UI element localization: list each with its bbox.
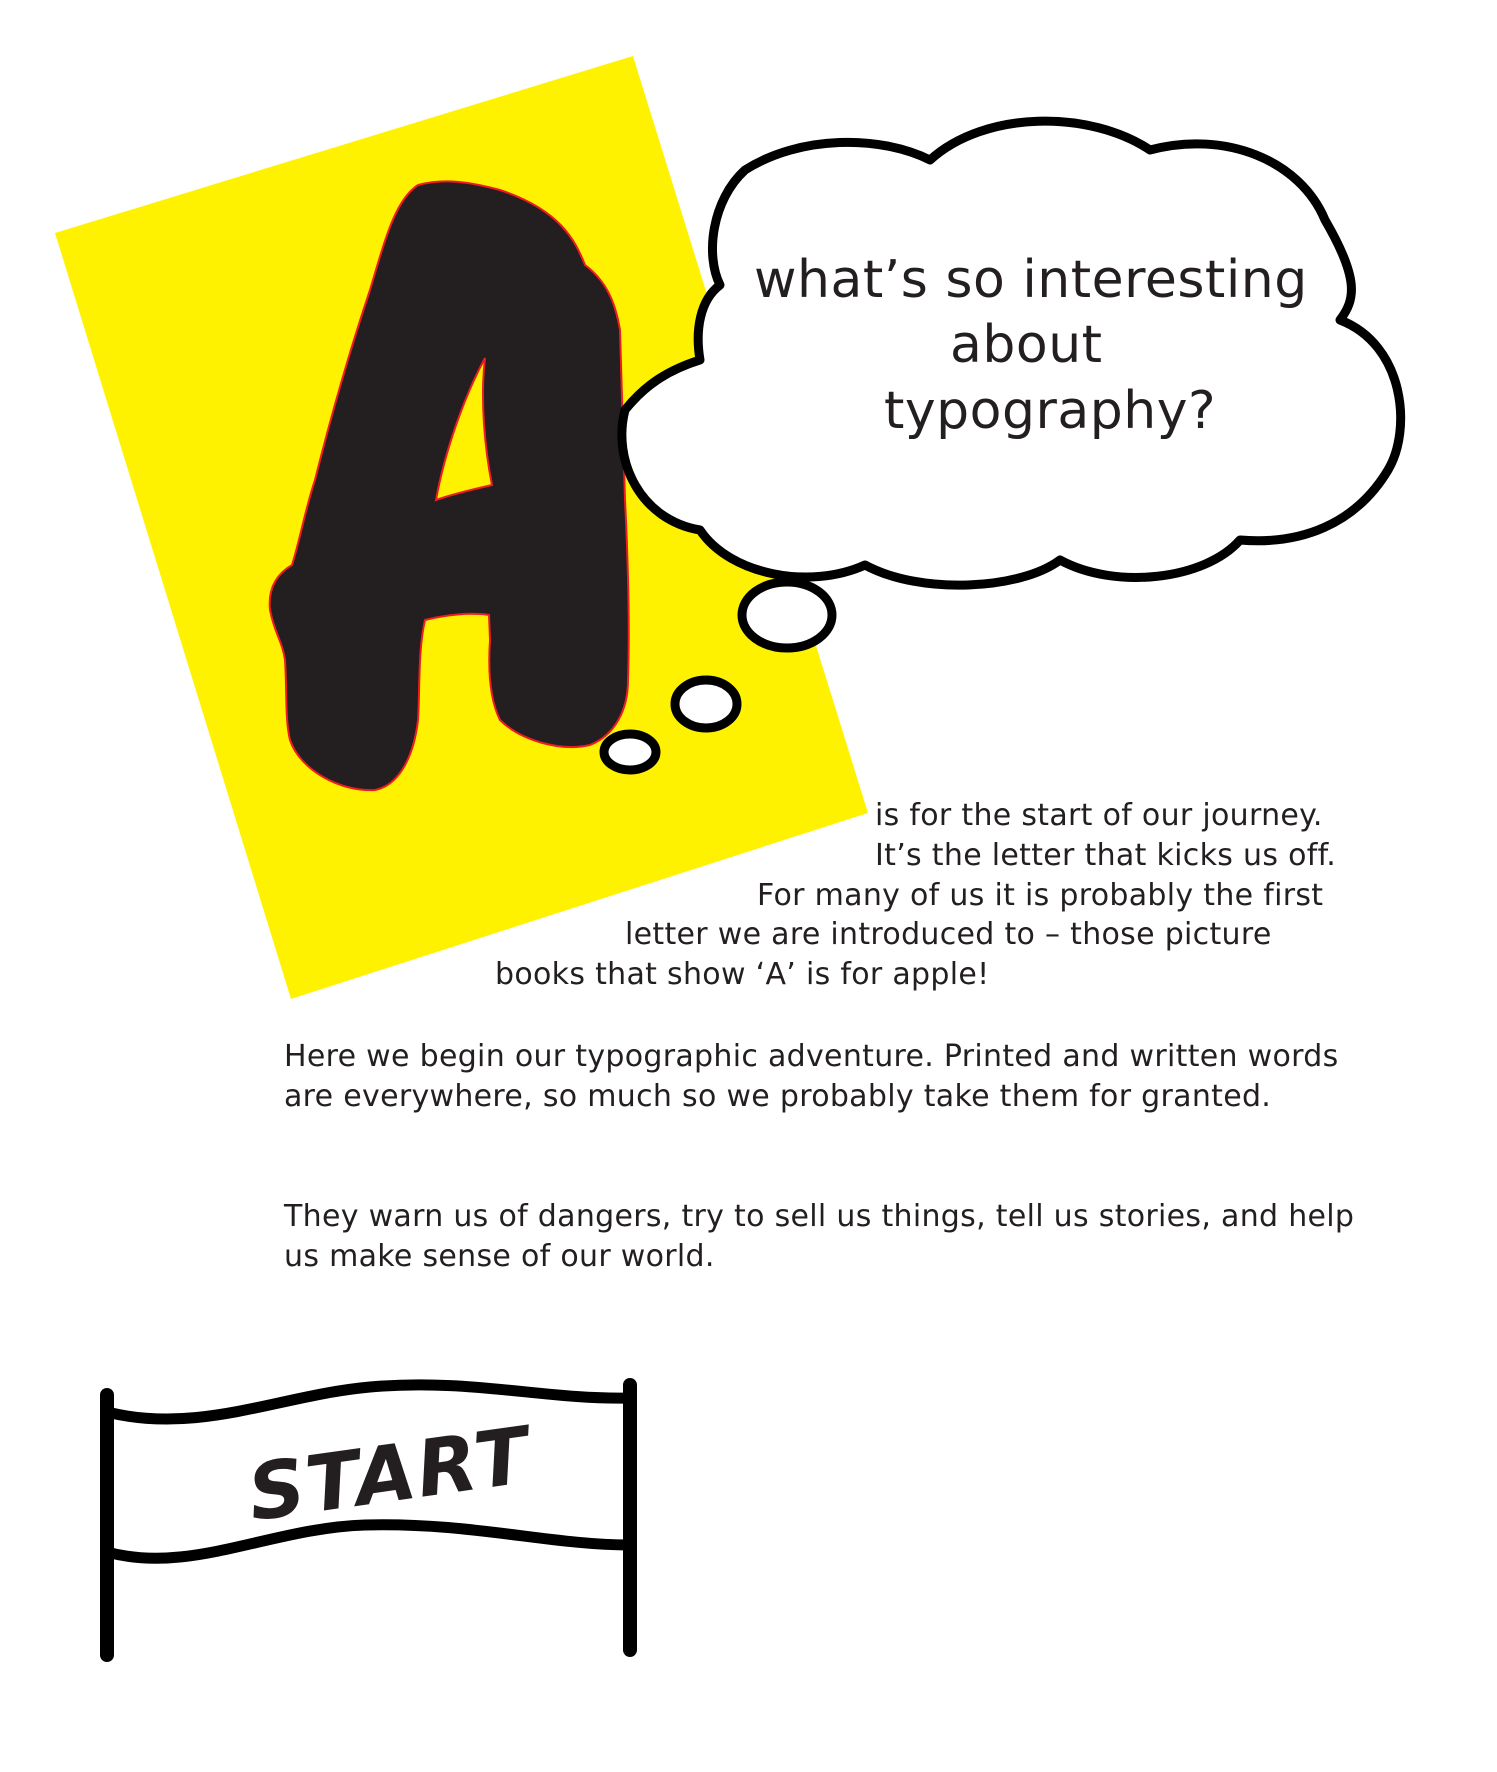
bubble-line-1: what’s so interesting — [754, 250, 1308, 310]
thought-dot-large — [742, 582, 832, 648]
bubble-line-3: typography? — [884, 381, 1217, 441]
intro-line-3: For many of us it is probably the first — [757, 878, 1324, 913]
intro-line-2: It’s the letter that kicks us off. — [875, 838, 1337, 873]
start-label: START — [242, 1410, 537, 1540]
paragraph-purpose: They warn us of dangers, try to sell us things, tell us stories, and help us make sense of our world. — [284, 1199, 1355, 1274]
banner-bottom-edge — [107, 1525, 630, 1559]
thought-dot-medium — [675, 680, 737, 728]
thought-dot-small — [604, 734, 656, 770]
intro-line-1: is for the start of our journey. — [875, 798, 1323, 833]
paragraph-intro: Here we begin our typographic adventure. Printed and written words are everywhere, so much so we probably take them for granted. — [284, 1039, 1339, 1114]
intro-line-5: books that show ‘A’ is for apple! — [495, 957, 990, 992]
bubble-line-2: about — [950, 315, 1103, 375]
start-banner — [107, 1385, 630, 1655]
intro-line-4: letter we are introduced to – those picture — [625, 917, 1272, 952]
banner-top-edge — [107, 1385, 630, 1419]
